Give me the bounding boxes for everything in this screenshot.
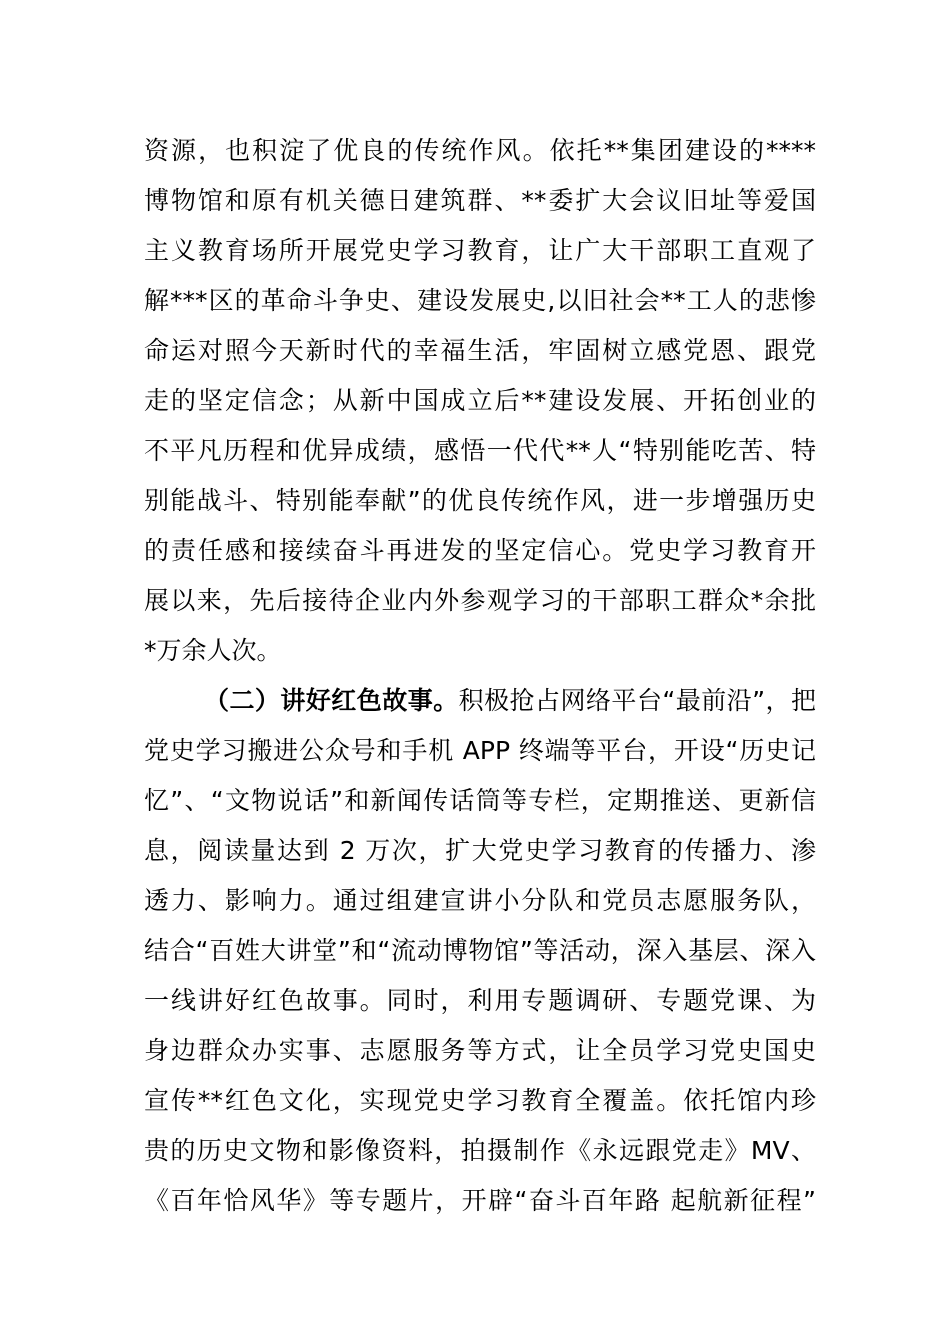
document-body [144,126,816,1226]
text-line: 贵的历史文物和影像资料，拍摄制作《永远跟党走》MV、 [144,1136,816,1165]
text-line: 身边群众办实事、志愿服务等方式，让全员学习党史国史 [144,1036,816,1065]
text-line: 主义教育场所开展党史学习教育，让广大干部职工直观了 [144,236,816,265]
text-line: *万余人次。 [144,636,282,665]
paragraph-1 [144,126,816,676]
text-run: 积极抢占网络平台“最前沿”，把 [458,686,816,715]
section-heading: （二）讲好红色故事。 [204,686,459,715]
text-line: 展以来，先后接待企业内外参观学习的干部职工群众*余批 [144,586,816,615]
text-line: 不平凡历程和优异成绩，感悟一代代**人“特别能吃苦、特 [144,436,816,465]
text-line: 忆”、“文物说话”和新闻传话筒等专栏，定期推送、更新信 [144,786,816,815]
text-line: 透力、影响力。通过组建宣讲小分队和党员志愿服务队， [144,886,816,915]
text-line: 的责任感和接续奋斗再进发的坚定信心。党史学习教育开 [144,536,816,565]
text-line: 结合“百姓大讲堂”和“流动博物馆”等活动，深入基层、深入 [144,936,816,965]
paragraph-first-line [144,676,816,726]
text-line: 一线讲好红色故事。同时，利用专题调研、专题党课、为 [144,986,816,1015]
text-line: 党史学习搬进公众号和手机 APP 终端等平台，开设“历史记 [144,736,816,765]
paragraph-2 [144,676,816,1226]
text-line: 别能战斗、特别能奉献”的优良传统作风，进一步增强历史 [144,486,816,515]
text-line: 走的坚定信念；从新中国成立后**建设发展、开拓创业的 [144,386,816,415]
text-line: 宣传**红色文化，实现党史学习教育全覆盖。依托馆内珍 [144,1086,816,1115]
text-line: 资源，也积淀了优良的传统作风。依托**集团建设的**** [144,136,816,165]
text-line: 解***区的革命斗争史、建设发展史,以旧社会**工人的悲惨 [144,286,816,315]
text-line: 息，阅读量达到 2 万次，扩大党史学习教育的传播力、渗 [144,836,816,865]
text-line: 命运对照今天新时代的幸福生活，牢固树立感党恩、跟党 [144,336,816,365]
text-line: 博物馆和原有机关德日建筑群、**委扩大会议旧址等爱国 [144,186,816,215]
text-line: 《百年恰风华》等专题片，开辟“奋斗百年路 起航新征程” [144,1186,816,1215]
